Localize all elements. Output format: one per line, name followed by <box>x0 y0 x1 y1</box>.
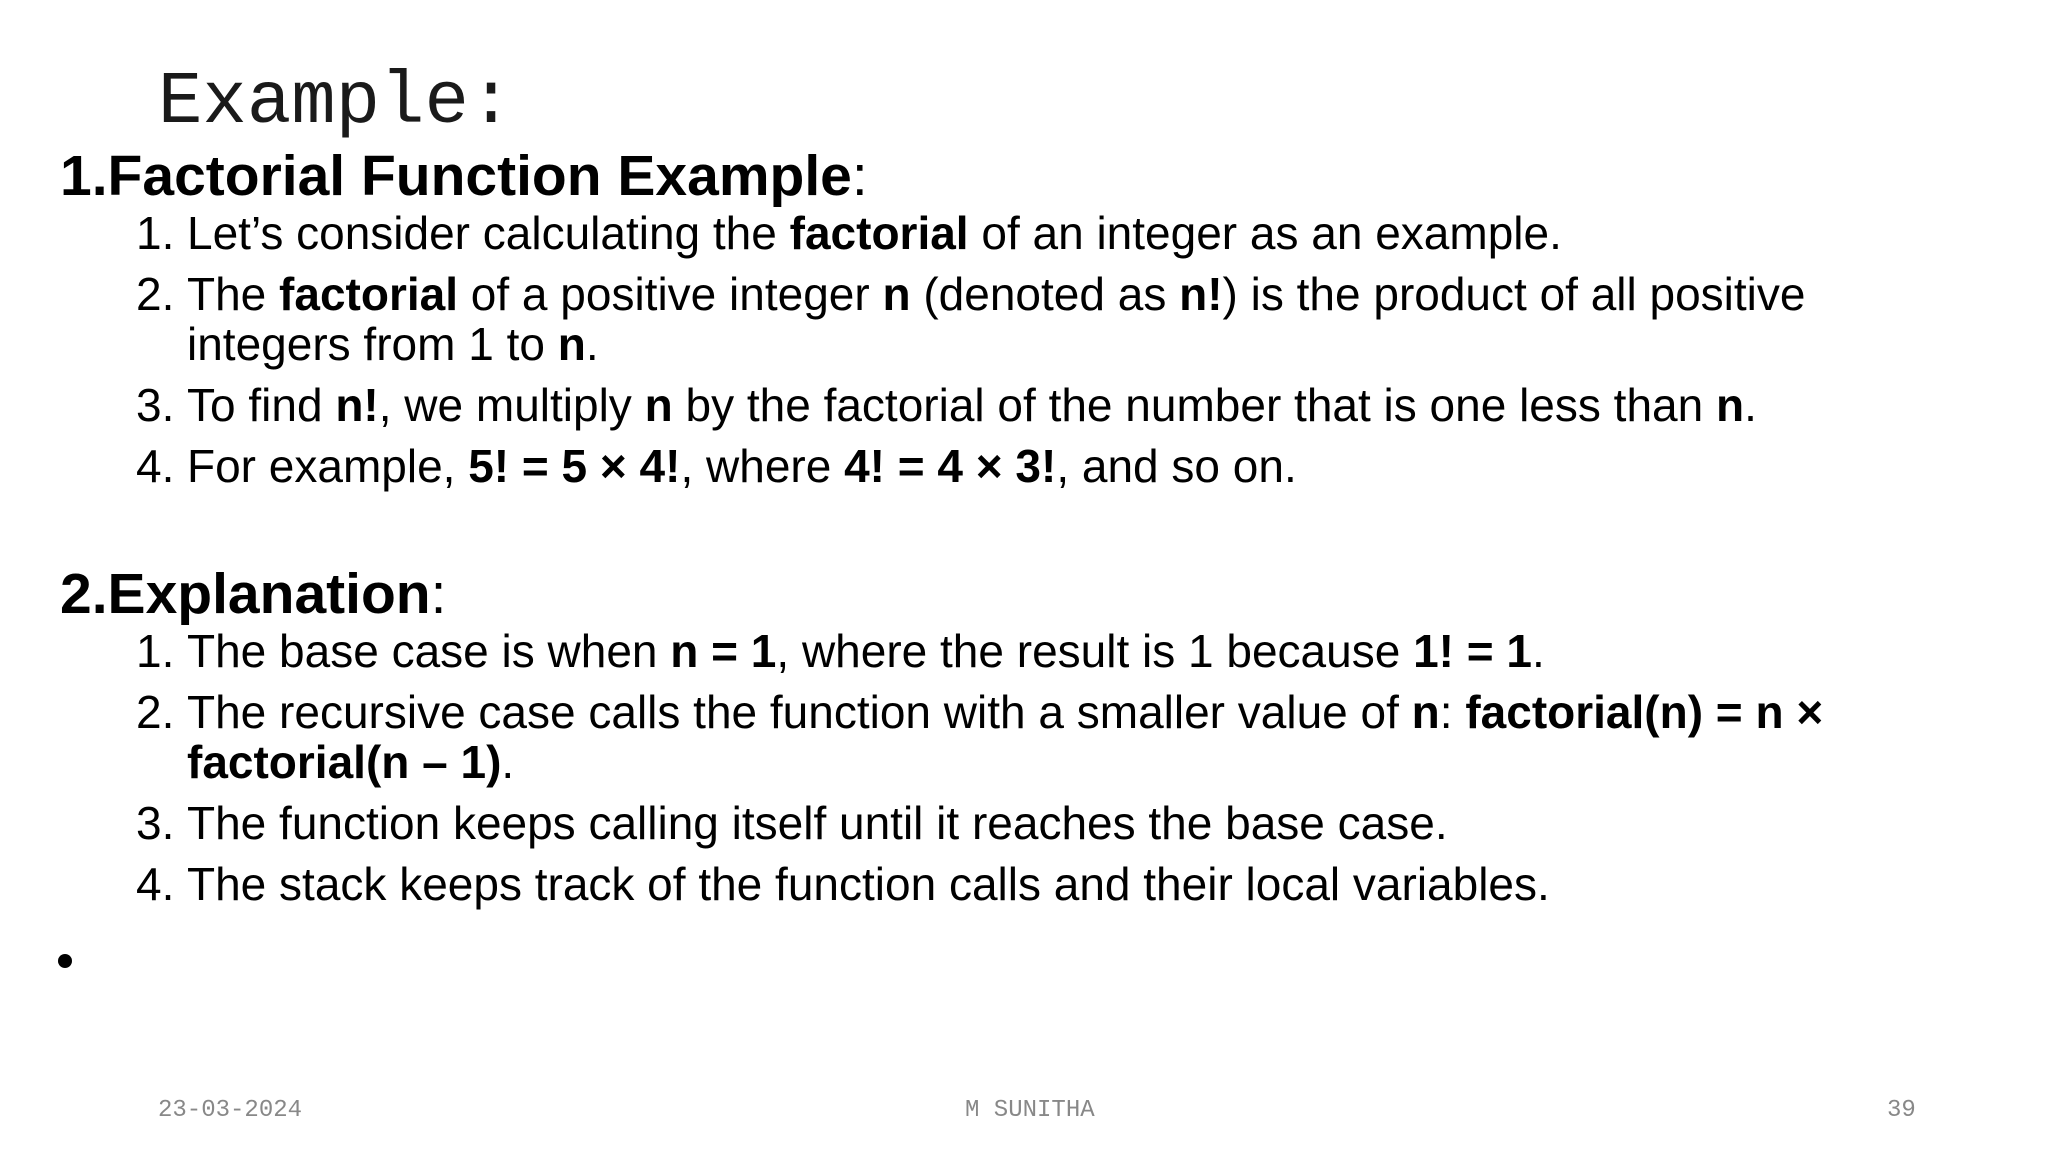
text-run: . <box>501 736 515 788</box>
bold-text-run: factorial <box>789 207 969 259</box>
text-run: For example, <box>187 440 469 492</box>
list-item <box>60 380 1927 430</box>
list-item-number: 4. <box>136 440 175 492</box>
section-number: 1. <box>60 144 108 208</box>
bold-text-run: n = 1 <box>670 625 777 677</box>
list-item <box>60 208 1927 258</box>
text-run: Let’s consider calculating the <box>187 207 790 259</box>
section-factorial-example <box>60 144 1960 502</box>
list-item-number: 2. <box>136 268 175 320</box>
footer-page-number: 39 <box>1887 1097 1916 1124</box>
section-title: Explanation <box>107 562 431 626</box>
text-run: To find <box>187 379 336 431</box>
list-item <box>60 859 1927 909</box>
footer-author: M SUNITHA <box>965 1097 1095 1124</box>
slide-title: Example: <box>158 61 514 145</box>
list-item-number: 4. <box>136 858 175 910</box>
bold-text-run: n <box>1715 379 1745 431</box>
bold-text-run: 4! = 4 × 3! <box>844 440 1057 492</box>
text-run: . <box>1744 379 1757 431</box>
empty-bullet-dot <box>58 954 72 968</box>
text-run: , where <box>680 440 845 492</box>
text-run: (denoted as <box>910 268 1180 320</box>
bold-text-run: 5! = 5 × 4! <box>468 440 681 492</box>
explanation-list <box>60 626 1960 909</box>
list-item-number: 1. <box>136 625 175 677</box>
text-run: The function keeps calling itself until it reaches the base case. <box>187 797 1448 849</box>
text-run: The recursive case calls the function with a smaller value of <box>187 686 1412 738</box>
bold-text-run: n! <box>1179 268 1223 320</box>
bold-text-run: 1! = 1 <box>1413 625 1532 677</box>
text-run: , and so on. <box>1056 440 1297 492</box>
bold-text-run: n <box>644 379 673 431</box>
bold-text-run: factorial <box>279 268 458 320</box>
text-run: ) is the product of all positive integers from 1 to <box>187 268 1806 370</box>
list-item <box>60 798 1927 848</box>
section-heading-suffix: : <box>430 562 447 626</box>
section-explanation <box>60 562 1960 920</box>
text-run: by the factorial of the number that is one less than <box>672 379 1716 431</box>
list-item-number: 1. <box>136 207 175 259</box>
list-item-number: 3. <box>136 379 175 431</box>
list-item-number: 2. <box>136 686 175 738</box>
list-item-number: 3. <box>136 797 175 849</box>
list-item <box>60 626 1927 676</box>
bold-text-run: n <box>882 268 911 320</box>
bold-text-run: factorial(n) = n × factorial(n – 1) <box>187 686 1824 788</box>
list-item <box>60 441 1927 491</box>
text-run: , where the result is 1 because <box>776 625 1414 677</box>
section-heading <box>60 144 1960 208</box>
text-run: : <box>1439 686 1466 738</box>
factorial-example-list <box>60 208 1960 491</box>
text-run: , we multiply <box>378 379 645 431</box>
footer-date: 23-03-2024 <box>158 1097 303 1124</box>
text-run: The <box>187 268 280 320</box>
text-run: . <box>1532 625 1545 677</box>
text-run: of an integer as an example. <box>968 207 1562 259</box>
text-run: The stack keeps track of the function calls and their local variables. <box>187 858 1550 910</box>
bold-text-run: n! <box>335 379 379 431</box>
text-run: of a positive integer <box>458 268 883 320</box>
section-number: 2. <box>60 562 108 626</box>
section-heading-suffix: : <box>851 144 868 208</box>
section-heading <box>60 562 1960 626</box>
text-run: . <box>585 318 599 370</box>
bold-text-run: n <box>1411 686 1440 738</box>
bold-text-run: n <box>557 318 586 370</box>
section-title: Factorial Function Example <box>107 144 852 208</box>
list-item <box>60 269 1927 369</box>
text-run: The base case is when <box>187 625 671 677</box>
list-item <box>60 687 1927 787</box>
